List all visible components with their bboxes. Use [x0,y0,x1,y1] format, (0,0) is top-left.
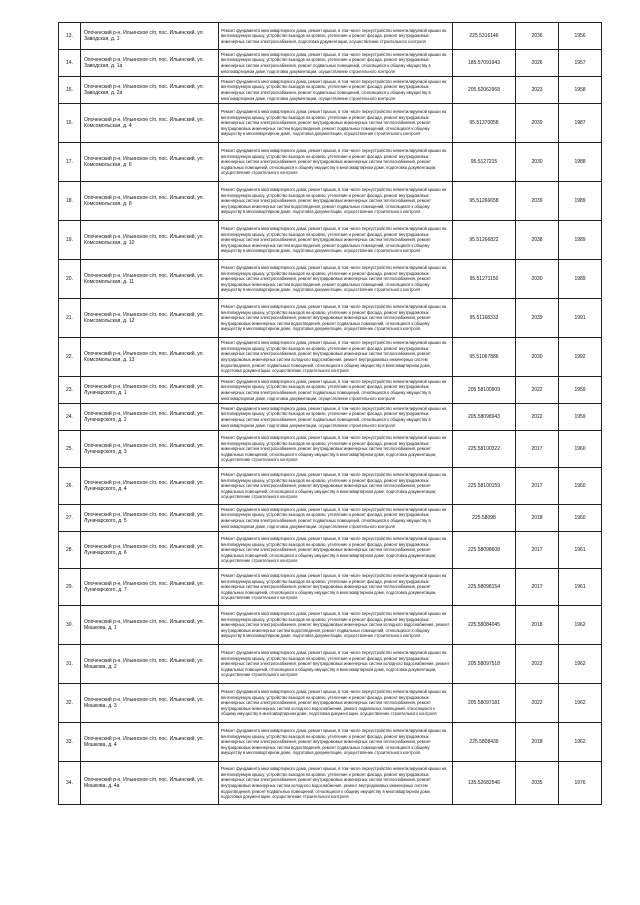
repair-year-cell [516,299,559,338]
address-cell-text: Опоченский р-н, Ильинское с/п, пос. Ильинский, ул. Луначарского, д. 2 [84,410,204,423]
works-cell [219,569,453,606]
built-year-cell [559,723,602,762]
built-year-cell-text: 1959 [574,414,586,420]
row-number [59,468,81,505]
cost-cell-text: 95.51266658 [469,198,499,204]
works-cell [219,645,453,684]
cost-cell-text: 225.58098 [472,515,496,521]
works-cell-text: Ремонт фундамента многоквартирного дома, ремонт крыши, в том числе переустройство невентилируемой крыши на вентилируемую крышу, устройство выходов на кровлю, утепление и ремонт фасада, ремонт внутридомовых инженерных систем электроснабжения, ремонт внутридомовых инженерных систем теплоснабжения, ремонт внутридомовых инженерных систем водоотведения, ремонт подвальных помещений, относящихся к общему имуществу в многоквартирном доме, подготовка документации, осуществление строительного контроля [221,109,447,137]
repair-year-cell [516,404,559,431]
row-number [59,77,81,104]
repair-year-cell-text: 2030 [531,159,543,165]
table-row [59,505,602,532]
built-year-cell-text: 1959 [574,387,586,393]
works-cell-text: Ремонт фундамента многоквартирного дома, ремонт крыши, в том числе переустройство невентилируемой крыши на вентилируемую крышу, устройство выходов на кровлю, утепление и ремонт фасада, ремонт внутридомовых инженерных систем электроснабжения, ремонт подвальных помещений, относящихся к общему имуществу в многоквартирном доме, подготовка документации, осуществление строительного контроля [221,78,447,101]
table-row [59,338,602,377]
repair-year-cell-text: 2030 [531,276,543,282]
cost-cell [453,431,516,468]
works-cell [219,143,453,182]
cost-cell [453,723,516,762]
address-cell-text: Опоченский р-н, Ильинское с/п, пос. Ильинский, ул. Луначарского, д. 3 [84,442,204,455]
cost-cell [453,762,516,805]
row-number [59,723,81,762]
repair-year-cell-text: 2022 [531,414,543,420]
row-number-text: 22. [66,354,73,360]
repair-year-cell-text: 2039 [531,315,543,321]
address-cell-text: Опоченский р-н, Ильинское с/п, пос. Ильинский, ул. Заводская, д. 1а [84,56,204,69]
cost-cell-text: 95.5127215 [470,159,498,165]
row-number [59,684,81,723]
address-cell [81,182,219,221]
built-year-cell [559,23,602,50]
cost-cell [453,569,516,606]
table-row [59,377,602,404]
built-year-cell [559,377,602,404]
cost-cell-text: 225.58098608 [468,547,500,553]
repair-year-cell [516,684,559,723]
built-year-cell-text: 1962 [574,739,586,745]
row-number-text: 17. [66,159,73,165]
cost-cell-text: 95.51168333 [469,315,499,321]
address-cell [81,569,219,606]
row-number-text: 33. [66,739,73,745]
address-cell-text: Опоченский р-н, Ильинское с/п, пос. Ильинский, ул. Мошкова, д. 4а [84,776,204,789]
row-number-text: 32. [66,700,73,706]
works-cell-text: Ремонт фундамента многоквартирного дома, ремонт крыши, в том числе переустройство невентилируемой крыши на вентилируемую крышу, устройство выходов на кровлю, утепление и ремонт фасада, ремонт внутридомовых инженерных систем электроснабжения, ремонт внутридомовых инженерных систем теплоснабжения, ремонт внутридомовых инженерных систем холодного водоснабжения, ремонт внутридомовых инженерных систем водоотведения, ремонт подвальных помещений, относящихся к общему имуществу в многоквартирном доме, подготовка документации, осуществление строительного контроля [221,766,447,800]
cost-cell-text: 95.51266822 [469,237,499,243]
works-cell [219,606,453,645]
works-cell [219,468,453,505]
cost-cell-text: 225.5316146 [469,33,499,39]
row-number-text: 24. [66,414,73,420]
works-cell [219,338,453,377]
row-number [59,569,81,606]
row-number [59,606,81,645]
works-cell-text: Ремонт фундамента многоквартирного дома, ремонт крыши, в том числе переустройство невентилируемой крыши на вентилируемую крышу, устройство выходов на кровлю, утепление и ремонт фасада, ремонт внутридомовых инженерных систем электроснабжения, ремонт внутридомовых инженерных систем теплоснабжения, ремонт подвальных помещений, относящихся к общему имуществу в многоквартирном доме, подготовка документации, осуществление строительного контроля [221,148,447,176]
repair-year-cell [516,645,559,684]
table-row [59,606,602,645]
row-number-text: 30. [66,622,73,628]
table-row [59,723,602,762]
row-number [59,50,81,77]
works-cell-text: Ремонт фундамента многоквартирного дома, ремонт крыши, в том числе переустройство невентилируемой крыши на вентилируемую крышу, устройство выходов на кровлю, утепление и ремонт фасада, ремонт внутридомовых инженерных систем электроснабжения, ремонт внутридомовых инженерных систем теплоснабжения, ремонт внутридомовых инженерных систем водоотведения, ремонт подвальных помещений, относящихся к общему имуществу в многоквартирном доме, подготовка документации, осуществление строительного контроля [221,304,447,332]
built-year-cell [559,221,602,260]
repair-year-cell [516,338,559,377]
row-number-text: 13. [66,33,73,39]
cost-cell-text: 95.51067886 [469,354,499,360]
built-year-cell-text: 1961 [574,547,586,553]
address-cell [81,104,219,143]
works-cell-text: Ремонт фундамента многоквартирного дома, ремонт крыши, в том числе переустройство невентилируемой крыши на вентилируемую крышу, устройство выходов на кровлю, утепление и ремонт фасада, ремонт внутридомовых инженерных систем электроснабжения, ремонт внутридомовых инженерных систем теплоснабжения, ремонт внутридомовых инженерных систем холодного водоснабжения, ремонт внутридомовых инженерных систем водоотведения, ремонт подвальных помещений, относящихся к общему имуществу в многоквартирном доме, подготовка документации, осуществление строительного контроля [221,340,447,374]
table-row [59,23,602,50]
address-cell-text: Опоченский р-н, Ильинское с/п, пос. Ильинский, ул. Комсомольская, д. 11 [84,272,204,285]
cost-cell-text: 205.58097518 [468,661,500,667]
built-year-cell-text: 1956 [574,33,586,39]
table-body [59,23,602,805]
repair-year-cell-text: 2022 [531,387,543,393]
repair-year-cell [516,723,559,762]
capital-repair-table [58,22,602,805]
built-year-cell [559,684,602,723]
address-cell-text: Опоченский р-н, Ильинское с/п, пос. Ильинский, ул. Комсомольская, д. 10 [84,233,204,246]
address-cell [81,723,219,762]
repair-year-cell [516,221,559,260]
cost-cell [453,77,516,104]
address-cell [81,762,219,805]
address-cell-text: Опоченский р-н, Ильинское с/п, пос. Ильинский, ул. Мошкова, д. 1 [84,618,204,631]
address-cell [81,532,219,569]
row-number-text: 20. [66,276,73,282]
row-number [59,338,81,377]
address-cell [81,221,219,260]
works-cell-text: Ремонт фундамента многоквартирного дома, ремонт крыши, в том числе переустройство невентилируемой крыши на вентилируемую крышу, устройство выходов на кровлю, утепление и ремонт фасада, ремонт внутридомовых инженерных систем электроснабжения, ремонт внутридомовых инженерных систем теплоснабжения, ремонт внутридомовых инженерных систем водоотведения, ремонт подвальных помещений, относящихся к общему имуществу в многоквартирном доме, подготовка документации, осуществление строительного контроля [221,265,447,293]
built-year-cell [559,338,602,377]
cost-cell-text: 205.52062968 [468,87,500,93]
built-year-cell-text: 1988 [574,159,586,165]
built-year-cell [559,143,602,182]
built-year-cell-text: 1991 [574,315,586,321]
cost-cell [453,468,516,505]
address-cell-text: Опоченский р-н, Ильинское с/п, пос. Ильинский, ул. Комсомольская, д. 13 [84,350,204,363]
works-cell [219,104,453,143]
address-cell [81,404,219,431]
table-row [59,684,602,723]
row-number-text: 26. [66,483,73,489]
row-number [59,221,81,260]
works-cell-text: Ремонт фундамента многоквартирного дома, ремонт крыши, в том числе переустройство невентилируемой крыши на вентилируемую крышу, устройство выходов на кровлю, утепление и ремонт фасада, ремонт внутридомовых инженерных систем электроснабжения, ремонт внутридомовых инженерных систем теплоснабжения, ремонт подвальных помещений, относящихся к общему имуществу в многоквартирном доме, подготовка документации, осуществление строительного контроля [221,472,447,500]
cost-cell [453,143,516,182]
row-number [59,143,81,182]
cost-cell-text: 95.51271150 [469,276,499,282]
cost-cell-text: 95.51370058 [469,120,499,126]
built-year-cell [559,505,602,532]
works-cell [219,260,453,299]
table-row [59,569,602,606]
address-cell [81,23,219,50]
table-row [59,468,602,505]
row-number-text: 19. [66,237,73,243]
built-year-cell-text: 1989 [574,198,586,204]
address-cell-text: Опоченский р-н, Ильинское с/п, пос. Ильинский, ул. Комсомольская, д. 8 [84,194,204,207]
row-number [59,260,81,299]
table-row [59,260,602,299]
address-cell [81,505,219,532]
repair-year-cell [516,182,559,221]
address-cell [81,377,219,404]
works-cell [219,431,453,468]
cost-cell [453,505,516,532]
address-cell [81,606,219,645]
repair-year-cell-text: 2036 [531,33,543,39]
repair-year-cell [516,377,559,404]
works-cell [219,23,453,50]
table-row [59,182,602,221]
repair-year-cell-text: 2018 [531,739,543,745]
cost-cell-text: 205.58098943 [468,414,500,420]
table-row [59,104,602,143]
works-cell [219,377,453,404]
table-row [59,532,602,569]
cost-cell [453,532,516,569]
works-cell-text: Ремонт фундамента многоквартирного дома, ремонт крыши, в том числе переустройство невентилируемой крыши на вентилируемую крышу, устройство выходов на кровлю, утепление и ремонт фасада, ремонт внутридомовых инженерных систем электроснабжения, ремонт внутридомовых инженерных систем теплоснабжения, ремонт подвальных помещений, относящихся к общему имуществу в многоквартирном доме, подготовка документации, осуществление строительного контроля [221,573,447,601]
address-cell-text: Опоченский р-н, Ильинское с/п, пос. Ильинский, ул. Мошкова, д. 3 [84,696,204,709]
table-row [59,299,602,338]
repair-year-cell-text: 2018 [531,515,543,521]
row-number [59,104,81,143]
built-year-cell [559,104,602,143]
row-number [59,431,81,468]
row-number-text: 29. [66,584,73,590]
repair-year-cell-text: 2017 [531,446,543,452]
cost-cell [453,645,516,684]
repair-year-cell-text: 2030 [531,354,543,360]
works-cell-text: Ремонт фундамента многоквартирного дома, ремонт крыши, в том числе переустройство невентилируемой крыши на вентилируемую крышу, устройство выходов на кровлю, утепление и ремонт фасада, ремонт внутридомовых инженерных систем электроснабжения, ремонт внутридомовых инженерных систем теплоснабжения, ремонт подвальных помещений, относящихся к общему имуществу в многоквартирном доме, подготовка документации, осуществление строительного контроля [221,536,447,564]
repair-year-cell-text: 2026 [531,60,543,66]
row-number-text: 28. [66,547,73,553]
address-cell-text: Опоченский р-н, Ильинское с/п, пос. Ильинский, ул. Комсомольская, д. 4 [84,116,204,129]
address-cell [81,338,219,377]
address-cell [81,645,219,684]
repair-year-cell-text: 2022 [531,661,543,667]
cost-cell-text: 225.58084045 [468,622,500,628]
cost-cell-text: 225.58100159 [468,483,500,489]
built-year-cell [559,50,602,77]
built-year-cell-text: 1962 [574,661,586,667]
row-number [59,404,81,431]
row-number [59,532,81,569]
table-row [59,762,602,805]
cost-cell-text: 225.58098154 [468,584,500,590]
repair-year-cell-text: 2018 [531,622,543,628]
repair-year-cell [516,532,559,569]
repair-year-cell [516,606,559,645]
document-page [58,22,601,878]
cost-cell-text: 185.57091943 [468,60,500,66]
address-cell-text: Опоченский р-н, Ильинское с/п, пос. Ильинский, ул. Мошкова, д. 4 [84,735,204,748]
row-number-text: 34. [66,780,73,786]
cost-cell [453,404,516,431]
cost-cell [453,182,516,221]
built-year-cell [559,606,602,645]
cost-cell-text: 225.5808439 [469,739,499,745]
built-year-cell [559,182,602,221]
address-cell-text: Опоченский р-н, Ильинское с/п, пос. Ильинский, ул. Луначарского, д. 6 [84,543,204,556]
repair-year-cell [516,569,559,606]
works-cell [219,532,453,569]
repair-year-cell-text: 2017 [531,483,543,489]
repair-year-cell-text: 2038 [531,237,543,243]
works-cell-text: Ремонт фундамента многоквартирного дома, ремонт крыши, в том числе переустройство невентилируемой крыши на вентилируемую крышу, устройство выходов на кровлю, утепление и ремонт фасада, ремонт внутридомовых инженерных систем электроснабжения, ремонт внутридомовых инженерных систем теплоснабжения, ремонт внутридомовых инженерных систем водоотведения, ремонт подвальных помещений, относящихся к общему имуществу в многоквартирном доме, подготовка документации, осуществление строительного контроля [221,187,447,215]
cost-cell [453,23,516,50]
works-cell-text: Ремонт фундамента многоквартирного дома, ремонт крыши, в том числе переустройство невентилируемой крыши на вентилируемую крышу, устройство выходов на кровлю, утепление и ремонт фасада, ремонт внутридомовых инженерных систем электроснабжения, подготовка документации, осуществление строительного контроля [221,27,447,44]
works-cell [219,762,453,805]
row-number-text: 14. [66,60,73,66]
works-cell-text: Ремонт фундамента многоквартирного дома, ремонт крыши, в том числе переустройство невентилируемой крыши на вентилируемую крышу, устройство выходов на кровлю, утепление и ремонт фасада, ремонт внутридомовых инженерных систем электроснабжения, ремонт внутридомовых инженерных систем холодного водоснабжения, ремонт внутридомовых инженерных систем водоотведения, ремонт подвальных помещений, относящихся к общему имуществу в многоквартирном доме, подготовка документации, осуществление строительного контроля [221,611,450,639]
works-cell-text: Ремонт фундамента многоквартирного дома, ремонт крыши, в том числе переустройство невентилируемой крыши на вентилируемую крышу, устройство выходов на кровлю, утепление и ремонт фасада, ремонт внутридомовых инженерных систем электроснабжения, ремонт подвальных помещений, относящихся к общему имуществу в многоквартирном доме, подготовка документации, осуществление строительного контроля [221,51,447,74]
works-cell-text: Ремонт фундамента многоквартирного дома, ремонт крыши, в том числе переустройство невентилируемой крыши на вентилируемую крышу, устройство выходов на кровлю, утепление и ремонт фасада, ремонт внутридомовых инженерных систем электроснабжения, ремонт подвальных помещений, относящихся к общему имуществу в многоквартирном доме, подготовка документации, осуществление строительного контроля [221,378,447,401]
cost-cell [453,606,516,645]
repair-year-cell-text: 2017 [531,547,543,553]
repair-year-cell [516,104,559,143]
address-cell-text: Опоченский р-н, Ильинское с/п, пос. Ильинский, ул. Мошкова, д. 2 [84,657,204,670]
address-cell [81,143,219,182]
built-year-cell [559,645,602,684]
works-cell-text: Ремонт фундамента многоквартирного дома, ремонт крыши, в том числе переустройство невентилируемой крыши на вентилируемую крышу, устройство выходов на кровлю, утепление и ремонт фасада, ремонт внутридомовых инженерных систем электроснабжения, ремонт внутридомовых инженерных систем теплоснабжения, ремонт внутридомовых инженерных систем водоотведения, ремонт подвальных помещений, относящихся к общему имуществу в многоквартирном доме, подготовка документации, осуществление строительного контроля [221,728,447,756]
address-cell-text: Опоченский р-н, Ильинское с/п, пос. Ильинский, ул. Луначарского, д. 5 [84,511,204,524]
built-year-cell-text: 1960 [574,483,586,489]
works-cell [219,50,453,77]
built-year-cell [559,532,602,569]
cost-cell-text: 205.58100909 [468,387,500,393]
cost-cell [453,338,516,377]
table-row [59,77,602,104]
built-year-cell-text: 1962 [574,622,586,628]
built-year-cell [559,569,602,606]
address-cell [81,431,219,468]
table-row [59,431,602,468]
built-year-cell-text: 1961 [574,584,586,590]
repair-year-cell [516,23,559,50]
address-cell-text: Опоченский р-н, Ильинское с/п, пос. Ильинский, ул. Комсомольская, д. 12 [84,311,204,324]
cost-cell [453,221,516,260]
built-year-cell-text: 1960 [574,446,586,452]
repair-year-cell-text: 2017 [531,584,543,590]
built-year-cell [559,77,602,104]
address-cell [81,77,219,104]
works-cell [219,505,453,532]
repair-year-cell-text: 2022 [531,700,543,706]
row-number-text: 31. [66,661,73,667]
repair-year-cell [516,431,559,468]
address-cell [81,684,219,723]
works-cell [219,723,453,762]
built-year-cell-text: 1992 [574,354,586,360]
built-year-cell-text: 1957 [574,60,586,66]
built-year-cell-text: 1989 [574,276,586,282]
cost-cell [453,104,516,143]
built-year-cell-text: 1960 [574,515,586,521]
works-cell [219,299,453,338]
row-number-text: 27. [66,515,73,521]
row-number [59,377,81,404]
works-cell-text: Ремонт фундамента многоквартирного дома, ремонт крыши, в том числе переустройство невентилируемой крыши на вентилируемую крышу, устройство выходов на кровлю, утепление и ремонт фасада, ремонт внутридомовых инженерных систем электроснабжения, ремонт внутридомовых инженерных систем теплоснабжения, ремонт внутридомовых инженерных систем холодного водоснабжения, ремонт подвальных помещений, относящихся к общему имуществу в многоквартирном доме, подготовка документации, осуществление строительного контроля [221,689,447,717]
works-cell [219,182,453,221]
cost-cell [453,377,516,404]
row-number [59,23,81,50]
address-cell [81,50,219,77]
repair-year-cell-text: 2023 [531,87,543,93]
built-year-cell [559,404,602,431]
row-number [59,299,81,338]
repair-year-cell [516,468,559,505]
works-cell-text: Ремонт фундамента многоквартирного дома, ремонт крыши, в том числе переустройство невентилируемой крыши на вентилируемую крышу, устройство выходов на кровлю, утепление и ремонт фасада, ремонт внутридомовых инженерных систем электроснабжения, ремонт внутридомовых инженерных систем холодного водоснабжения, ремонт подвальных помещений, относящихся к общему имуществу в многоквартирном доме, подготовка документации, осуществление строительного контроля [221,650,450,678]
works-cell [219,684,453,723]
works-cell-text: Ремонт фундамента многоквартирного дома, ремонт крыши, в том числе переустройство невентилируемой крыши на вентилируемую крышу, устройство выходов на кровлю, утепление и ремонт фасада, ремонт внутридомовых инженерных систем электроснабжения, ремонт внутридомовых инженерных систем теплоснабжения, ремонт подвальных помещений, относящихся к общему имуществу в многоквартирном доме, подготовка документации, осуществление строительного контроля [221,435,447,463]
table-row [59,50,602,77]
built-year-cell [559,468,602,505]
cost-cell [453,299,516,338]
built-year-cell-text: 1962 [574,700,586,706]
repair-year-cell [516,762,559,805]
works-cell-text: Ремонт фундамента многоквартирного дома, ремонт крыши, в том числе переустройство невентилируемой крыши на вентилируемую крышу, устройство выходов на кровлю, утепление и ремонт фасада, ремонт внутридомовых инженерных систем электроснабжения, ремонт подвальных помещений, относящихся к общему имуществу в многоквартирном доме, подготовка документации, осуществление строительного контроля [221,506,447,529]
works-cell [219,221,453,260]
row-number-text: 16. [66,120,73,126]
address-cell-text: Опоченский р-н, Ильинское с/п, пос. Ильинский, ул. Комсомольская, д. 6 [84,155,204,168]
cost-cell-text: 225.58100322 [468,446,500,452]
repair-year-cell-text: 2039 [531,120,543,126]
cost-cell-text: 135.52682546 [468,780,500,786]
address-cell-text: Опоченский р-н, Ильинское с/п, пос. Ильинский, ул. Луначарского, д. 1 [84,383,204,396]
built-year-cell-text: 1976 [574,780,586,786]
cost-cell [453,684,516,723]
works-cell-text: Ремонт фундамента многоквартирного дома, ремонт крыши, в том числе переустройство невентилируемой крыши на вентилируемую крышу, устройство выходов на кровлю, утепление и ремонт фасада, ремонт внутридомовых инженерных систем электроснабжения, ремонт подвальных помещений, относящихся к общему имуществу в многоквартирном доме, подготовка документации, осуществление строительного контроля [221,405,447,428]
built-year-cell [559,299,602,338]
table-row [59,143,602,182]
table-row [59,404,602,431]
address-cell [81,299,219,338]
built-year-cell [559,762,602,805]
row-number [59,505,81,532]
address-cell-text: Опоченский р-н, Ильинское с/п, пос. Ильинский, ул. Луначарского, д. 4 [84,479,204,492]
row-number-text: 21. [66,315,73,321]
row-number [59,762,81,805]
built-year-cell-text: 1958 [574,87,586,93]
repair-year-cell [516,77,559,104]
row-number-text: 25. [66,446,73,452]
repair-year-cell [516,260,559,299]
repair-year-cell-text: 2039 [531,198,543,204]
address-cell-text: Опоченский р-н, Ильинское с/п, пос. Ильинский, ул. Луначарского, д. 7 [84,580,204,593]
works-cell-text: Ремонт фундамента многоквартирного дома, ремонт крыши, в том числе переустройство невентилируемой крыши на вентилируемую крышу, устройство выходов на кровлю, утепление и ремонт фасада, ремонт внутридомовых инженерных систем электроснабжения, ремонт внутридомовых инженерных систем теплоснабжения, ремонт внутридомовых инженерных систем водоотведения, ремонт подвальных помещений, относящихся к общему имуществу в многоквартирном доме, подготовка документации, осуществление строительного контроля [221,226,447,254]
row-number-text: 18. [66,198,73,204]
address-cell [81,260,219,299]
row-number [59,645,81,684]
built-year-cell [559,260,602,299]
row-number-text: 15. [66,87,73,93]
repair-year-cell [516,505,559,532]
table-row [59,221,602,260]
built-year-cell-text: 1989 [574,237,586,243]
row-number-text: 23. [66,387,73,393]
address-cell-text: Опоченский р-н, Ильинское с/п, пос. Ильинский, ул. Заводская, д. 1 [84,29,204,42]
built-year-cell-text: 1987 [574,120,586,126]
repair-year-cell-text: 2035 [531,780,543,786]
cost-cell [453,260,516,299]
built-year-cell [559,431,602,468]
row-number [59,182,81,221]
works-cell [219,77,453,104]
works-cell [219,404,453,431]
address-cell-text: Опоченский р-н, Ильинское с/п, пос. Ильинский, ул. Заводская, д. 2а [84,83,204,96]
repair-year-cell [516,50,559,77]
repair-year-cell [516,143,559,182]
cost-cell-text: 205.58097181 [468,700,500,706]
table-row [59,645,602,684]
cost-cell [453,50,516,77]
address-cell [81,468,219,505]
